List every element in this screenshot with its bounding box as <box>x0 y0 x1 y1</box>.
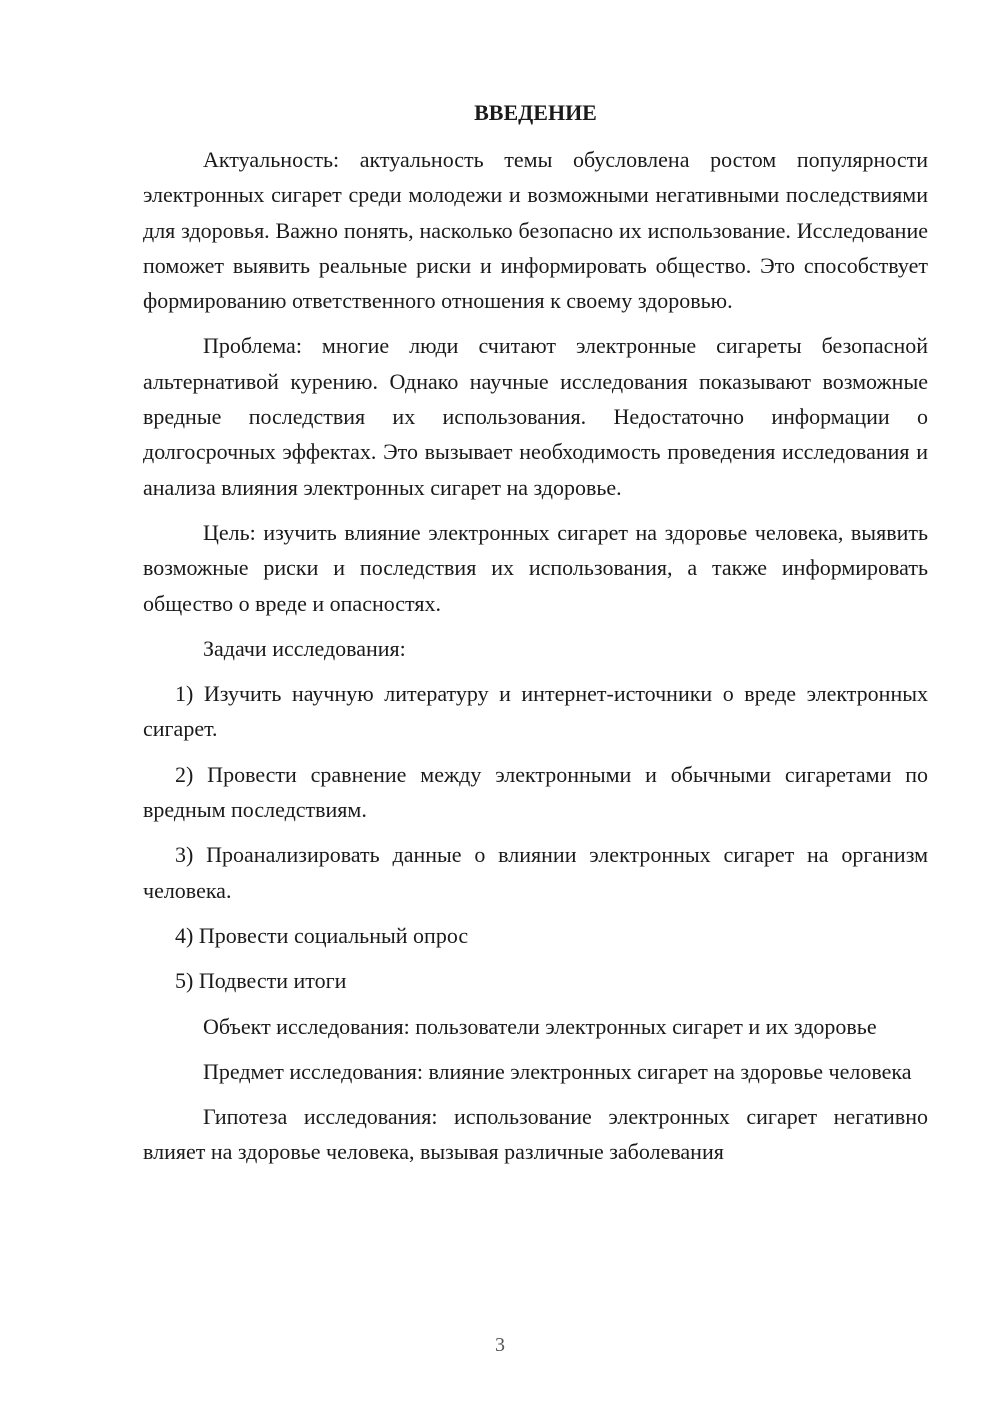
task-item-1: 1) Изучить научную литературу и интернет-источники о вреде электронных сигарет. <box>143 681 928 742</box>
relevance-paragraph: Актуальность: актуальность темы обусловлена ростом популярности электронных сигарет среди молодежи и возможными негативными последствиями для здоровья. Важно понять, насколько безопасно их использование. Исследование поможет выявить реальные риски и информировать общество. Это способствует формированию ответственного отношения к своему здоровью. <box>143 147 928 314</box>
task-item-3: 3) Проанализировать данные о влиянии электронных сигарет на организм человека. <box>143 842 928 903</box>
task-item-4: 4) Провести социальный опрос <box>175 922 469 948</box>
tasks-heading: Задачи исследования: <box>203 635 406 661</box>
page-content <box>143 96 928 1180</box>
problem-paragraph: Проблема: многие люди считают электронные сигареты безопасной альтернативой курению. Однако научные исследования показывают возможные вредные последствия их использования. Недостаточно информации о долгосрочных эффектах. Это вызывает необходимость проведения исследования и анализа влияния электронных сигарет на здоровье. <box>143 333 928 500</box>
object-paragraph: Объект исследования: пользователи электронных сигарет и их здоровье <box>203 1013 877 1039</box>
page-number: 3 <box>495 1334 505 1356</box>
hypothesis-paragraph: Гипотеза исследования: использование электронных сигарет негативно влияет на здоровье человека, вызывая различные заболевания <box>143 1104 928 1165</box>
section-title: ВВЕДЕНИЕ <box>474 100 597 125</box>
task-item-2: 2) Провести сравнение между электронными и обычными сигаретами по вредным последствиям. <box>143 761 928 823</box>
subject-paragraph: Предмет исследования: влияние электронных сигарет на здоровье человека <box>203 1058 912 1084</box>
goal-paragraph: Цель: изучить влияние электронных сигарет на здоровье человека, выявить возможные риски и последствия их использования, а также информировать общество о вреде и опасностях. <box>143 519 928 616</box>
task-item-5: 5) Подвести итоги <box>175 968 347 994</box>
